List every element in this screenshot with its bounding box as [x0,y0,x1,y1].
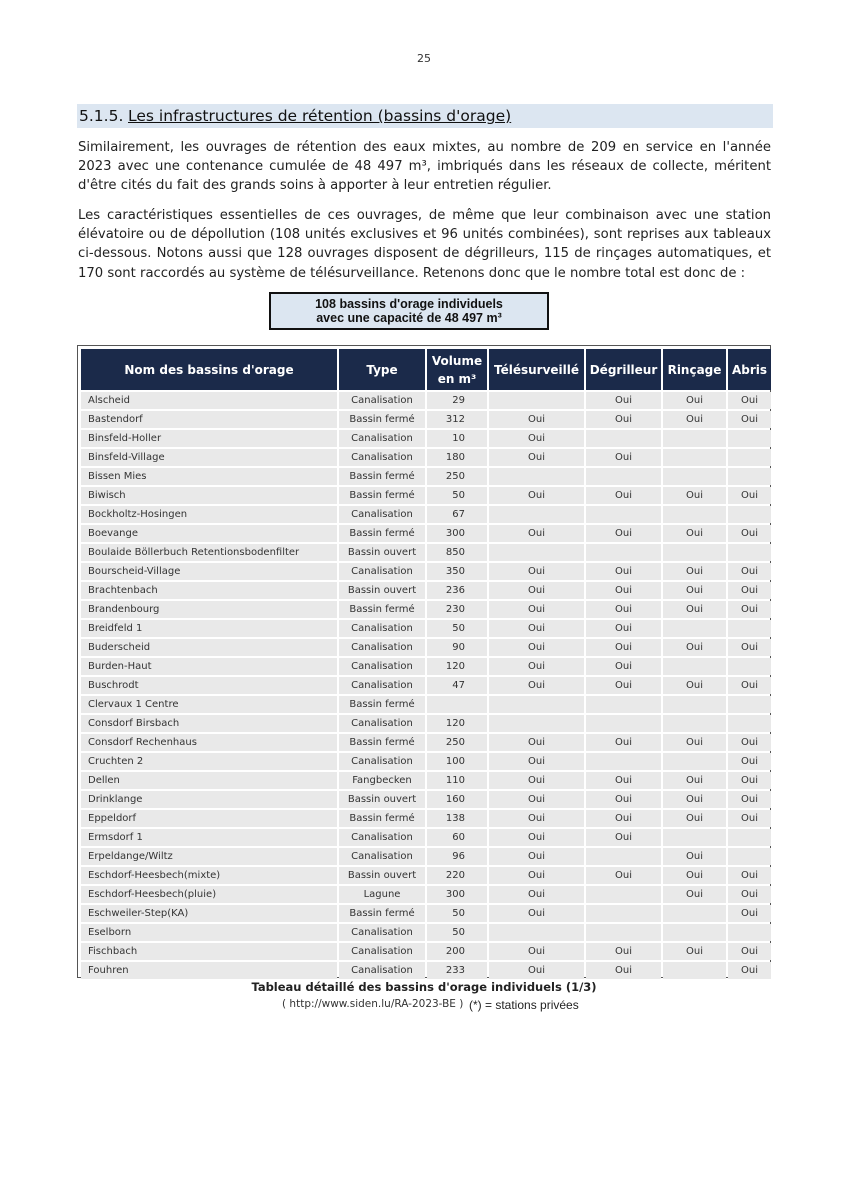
cell-abris: Oui [728,734,771,751]
summary-line-count: 108 bassins d'orage individuels [315,297,503,311]
cell-degrilleur [586,506,661,523]
cell-telesurveille: Oui [489,829,584,846]
cell-volume: 120 [427,658,487,675]
cell-telesurveille: Oui [489,905,584,922]
cell-degrilleur: Oui [586,867,661,884]
cell-rincage [663,715,726,732]
cell-type: Canalisation [339,943,425,960]
table-row [81,848,771,865]
cell-abris: Oui [728,905,771,922]
cell-type: Canalisation [339,392,425,409]
cell-rincage: Oui [663,525,726,542]
cell-telesurveille: Oui [489,449,584,466]
table-row [81,563,771,580]
cell-telesurveille [489,924,584,941]
cell-volume: 180 [427,449,487,466]
cell-abris: Oui [728,563,771,580]
cell-abris: Oui [728,753,771,770]
cell-abris: Oui [728,487,771,504]
cell-volume: 230 [427,601,487,618]
cell-telesurveille: Oui [489,867,584,884]
cell-degrilleur: Oui [586,791,661,808]
cell-degrilleur: Oui [586,734,661,751]
table-row [81,772,771,789]
cell-abris: Oui [728,810,771,827]
cell-volume: 236 [427,582,487,599]
cell-rincage: Oui [663,734,726,751]
cell-type: Canalisation [339,753,425,770]
cell-type: Fangbecken [339,772,425,789]
cell-volume: 50 [427,924,487,941]
cell-telesurveille: Oui [489,411,584,428]
cell-abris: Oui [728,867,771,884]
table-body [81,392,771,979]
cell-volume: 220 [427,867,487,884]
cell-name: Bourscheid-Village [81,563,337,580]
cell-name: Consdorf Birsbach [81,715,337,732]
cell-rincage [663,449,726,466]
cell-rincage [663,430,726,447]
cell-name: Erpeldange/Wiltz [81,848,337,865]
cell-abris: Oui [728,411,771,428]
cell-degrilleur: Oui [586,829,661,846]
table-row [81,867,771,884]
cell-abris: Oui [728,677,771,694]
cell-volume: 10 [427,430,487,447]
cell-volume: 850 [427,544,487,561]
cell-telesurveille [489,544,584,561]
cell-rincage [663,753,726,770]
cell-rincage: Oui [663,392,726,409]
cell-telesurveille: Oui [489,886,584,903]
table-row [81,715,771,732]
cell-name: Fouhren [81,962,337,979]
table-row [81,487,771,504]
cell-rincage [663,696,726,713]
cell-telesurveille: Oui [489,563,584,580]
cell-rincage [663,544,726,561]
cell-type: Bassin fermé [339,810,425,827]
section-title: Les infrastructures de rétention (bassins d'orage) [128,107,512,125]
cell-name: Bockholtz-Hosingen [81,506,337,523]
cell-abris: Oui [728,601,771,618]
cell-volume: 90 [427,639,487,656]
cell-volume: 100 [427,753,487,770]
cell-abris: Oui [728,392,771,409]
cell-rincage [663,829,726,846]
cell-degrilleur [586,753,661,770]
cell-name: Brachtenbach [81,582,337,599]
cell-name: Biwisch [81,487,337,504]
cell-rincage [663,468,726,485]
source-link[interactable]: ( http://www.siden.lu/RA-2023-BE ) [282,998,464,1010]
cell-type: Canalisation [339,715,425,732]
table-row [81,525,771,542]
cell-type: Canalisation [339,639,425,656]
cell-rincage: Oui [663,848,726,865]
cell-name: Buschrodt [81,677,337,694]
section-number: 5.1.5. [79,107,124,125]
cell-volume: 300 [427,886,487,903]
cell-telesurveille: Oui [489,943,584,960]
cell-abris [728,696,771,713]
cell-abris [728,715,771,732]
table-row [81,639,771,656]
cell-volume: 300 [427,525,487,542]
cell-abris [728,848,771,865]
cell-type: Canalisation [339,962,425,979]
cell-telesurveille [489,392,584,409]
summary-box [269,292,549,330]
cell-volume: 96 [427,848,487,865]
cell-name: Cruchten 2 [81,753,337,770]
cell-name: Eppeldorf [81,810,337,827]
cell-rincage [663,924,726,941]
cell-type: Bassin fermé [339,411,425,428]
table-row [81,658,771,675]
table-row [81,601,771,618]
cell-telesurveille: Oui [489,658,584,675]
cell-rincage [663,905,726,922]
cell-volume: 233 [427,962,487,979]
cell-volume: 250 [427,734,487,751]
cell-name: Binsfeld-Holler [81,430,337,447]
cell-degrilleur: Oui [586,487,661,504]
cell-volume: 50 [427,905,487,922]
cell-abris: Oui [728,886,771,903]
cell-name: Burden-Haut [81,658,337,675]
cell-volume: 200 [427,943,487,960]
cell-telesurveille: Oui [489,677,584,694]
header-telesurveille: Télésurveillé [489,349,584,390]
cell-telesurveille: Oui [489,791,584,808]
cell-type: Canalisation [339,563,425,580]
cell-type: Bassin fermé [339,525,425,542]
cell-telesurveille: Oui [489,848,584,865]
cell-abris [728,430,771,447]
cell-degrilleur: Oui [586,601,661,618]
table-row [81,506,771,523]
table-row [81,753,771,770]
cell-type: Bassin fermé [339,696,425,713]
cell-rincage: Oui [663,487,726,504]
cell-name: Bastendorf [81,411,337,428]
cell-abris: Oui [728,791,771,808]
cell-name: Drinklange [81,791,337,808]
cell-degrilleur: Oui [586,810,661,827]
cell-name: Eselborn [81,924,337,941]
table-row [81,962,771,979]
cell-telesurveille: Oui [489,601,584,618]
cell-type: Bassin ouvert [339,867,425,884]
cell-volume: 120 [427,715,487,732]
section-heading [77,104,773,128]
cell-volume: 50 [427,620,487,637]
cell-rincage: Oui [663,563,726,580]
cell-name: Brandenbourg [81,601,337,618]
cell-degrilleur: Oui [586,772,661,789]
cell-abris: Oui [728,639,771,656]
cell-telesurveille: Oui [489,582,584,599]
cell-degrilleur [586,430,661,447]
cell-telesurveille: Oui [489,810,584,827]
cell-rincage [663,506,726,523]
cell-volume: 350 [427,563,487,580]
cell-degrilleur [586,544,661,561]
cell-type: Bassin fermé [339,734,425,751]
header-volume: Volume en m³ [427,349,487,390]
cell-telesurveille [489,696,584,713]
cell-name: Fischbach [81,943,337,960]
cell-degrilleur: Oui [586,525,661,542]
cell-rincage: Oui [663,810,726,827]
cell-rincage: Oui [663,867,726,884]
cell-name: Eschweiler-Step(KA) [81,905,337,922]
cell-rincage [663,658,726,675]
cell-abris: Oui [728,943,771,960]
cell-degrilleur [586,924,661,941]
cell-abris: Oui [728,582,771,599]
cell-degrilleur [586,886,661,903]
header-degrilleur: Dégrilleur [586,349,661,390]
cell-abris [728,544,771,561]
cell-volume: 47 [427,677,487,694]
cell-degrilleur [586,905,661,922]
table-row [81,677,771,694]
cell-volume: 250 [427,468,487,485]
cell-degrilleur: Oui [586,639,661,656]
cell-volume: 110 [427,772,487,789]
cell-degrilleur [586,848,661,865]
cell-type: Bassin ouvert [339,582,425,599]
table-caption: Tableau détaillé des bassins d'orage individuels (1/3) [251,980,597,994]
cell-rincage: Oui [663,582,726,599]
cell-telesurveille [489,715,584,732]
cell-rincage: Oui [663,677,726,694]
table-row [81,468,771,485]
cell-volume: 60 [427,829,487,846]
cell-type: Lagune [339,886,425,903]
cell-degrilleur: Oui [586,658,661,675]
table-row [81,886,771,903]
header-rincage: Rinçage [663,349,726,390]
cell-abris [728,468,771,485]
cell-abris [728,620,771,637]
table-row [81,449,771,466]
cell-degrilleur: Oui [586,563,661,580]
cell-telesurveille: Oui [489,525,584,542]
private-stations-note: (*) = stations privées [469,998,579,1012]
table-row [81,791,771,808]
table-row [81,430,771,447]
cell-type: Canalisation [339,430,425,447]
cell-rincage: Oui [663,411,726,428]
header-name: Nom des bassins d'orage [81,349,337,390]
cell-volume: 67 [427,506,487,523]
cell-name: Alscheid [81,392,337,409]
cell-name: Eschdorf-Heesbech(mixte) [81,867,337,884]
cell-rincage: Oui [663,601,726,618]
cell-rincage: Oui [663,791,726,808]
cell-type: Canalisation [339,620,425,637]
cell-degrilleur [586,696,661,713]
cell-abris [728,506,771,523]
page-number: 25 [417,52,431,65]
cell-telesurveille: Oui [489,734,584,751]
cell-abris [728,658,771,675]
cell-volume: 29 [427,392,487,409]
cell-type: Canalisation [339,924,425,941]
cell-type: Bassin fermé [339,468,425,485]
table-row [81,905,771,922]
cell-telesurveille [489,468,584,485]
cell-type: Bassin ouvert [339,544,425,561]
cell-degrilleur: Oui [586,677,661,694]
table-header-row [81,349,771,390]
cell-telesurveille: Oui [489,430,584,447]
cell-name: Buderscheid [81,639,337,656]
cell-name: Boevange [81,525,337,542]
header-type: Type [339,349,425,390]
cell-type: Canalisation [339,677,425,694]
table-row [81,582,771,599]
cell-abris [728,449,771,466]
cell-name: Ermsdorf 1 [81,829,337,846]
cell-type: Bassin fermé [339,487,425,504]
table-frame [77,345,771,978]
cell-rincage: Oui [663,886,726,903]
cell-abris: Oui [728,772,771,789]
cell-type: Canalisation [339,506,425,523]
cell-degrilleur [586,468,661,485]
cell-degrilleur: Oui [586,943,661,960]
cell-abris [728,829,771,846]
cell-telesurveille: Oui [489,639,584,656]
table-row [81,544,771,561]
cell-degrilleur [586,715,661,732]
cell-type: Bassin ouvert [339,791,425,808]
paragraph-characteristics: Les caractéristiques essentielles de ces ouvrages, de même que leur combinaison avec une station élévatoire ou de dépollution (108 unités exclusives et 96 unités combinées), sont reprises aux tableaux ci-dessous. Notons aussi que 128 ouvrages disposent de dégrilleurs, 115 de rinçages automatiques, et 170 sont raccordés au système de télésurveillance. Retenons donc que le nombre total est donc de : [78,208,771,281]
table-row [81,924,771,941]
cell-abris [728,924,771,941]
cell-type: Canalisation [339,658,425,675]
table-row [81,943,771,960]
cell-type: Bassin fermé [339,905,425,922]
cell-rincage: Oui [663,943,726,960]
cell-telesurveille [489,506,584,523]
cell-volume: 138 [427,810,487,827]
cell-abris: Oui [728,962,771,979]
table-row [81,696,771,713]
header-abris: Abris [728,349,771,390]
cell-telesurveille: Oui [489,620,584,637]
cell-rincage: Oui [663,772,726,789]
cell-rincage [663,620,726,637]
cell-type: Canalisation [339,449,425,466]
cell-volume: 312 [427,411,487,428]
cell-name: Bissen Mies [81,468,337,485]
cell-degrilleur: Oui [586,582,661,599]
cell-name: Breidfeld 1 [81,620,337,637]
table-row [81,734,771,751]
cell-volume: 50 [427,487,487,504]
storm-basins-table [79,347,773,981]
cell-telesurveille: Oui [489,487,584,504]
paragraph-intro: Similairement, les ouvrages de rétention des eaux mixtes, au nombre de 209 en service en l'année 2023 avec une contenance cumulée de 48 497 m³, imbriqués dans les réseaux de collecte, méritent d'être cités du fait des grands soins à apporter à leur entretien régulier. [78,140,771,194]
cell-degrilleur: Oui [586,449,661,466]
cell-telesurveille: Oui [489,772,584,789]
cell-degrilleur: Oui [586,962,661,979]
table-row [81,810,771,827]
cell-name: Clervaux 1 Centre [81,696,337,713]
table-row [81,829,771,846]
table-row [81,620,771,637]
cell-telesurveille: Oui [489,962,584,979]
cell-rincage [663,962,726,979]
cell-name: Boulaide Böllerbuch Retentionsbodenfilter [81,544,337,561]
table-row [81,411,771,428]
cell-rincage: Oui [663,639,726,656]
cell-name: Binsfeld-Village [81,449,337,466]
cell-name: Consdorf Rechenhaus [81,734,337,751]
cell-degrilleur: Oui [586,620,661,637]
cell-type: Canalisation [339,829,425,846]
cell-abris: Oui [728,525,771,542]
cell-volume: 160 [427,791,487,808]
cell-telesurveille: Oui [489,753,584,770]
table-row [81,392,771,409]
cell-name: Dellen [81,772,337,789]
cell-volume [427,696,487,713]
cell-type: Bassin fermé [339,601,425,618]
summary-line-capacity: avec une capacité de 48 497 m³ [316,311,502,325]
cell-type: Canalisation [339,848,425,865]
cell-name: Eschdorf-Heesbech(pluie) [81,886,337,903]
cell-degrilleur: Oui [586,411,661,428]
cell-degrilleur: Oui [586,392,661,409]
